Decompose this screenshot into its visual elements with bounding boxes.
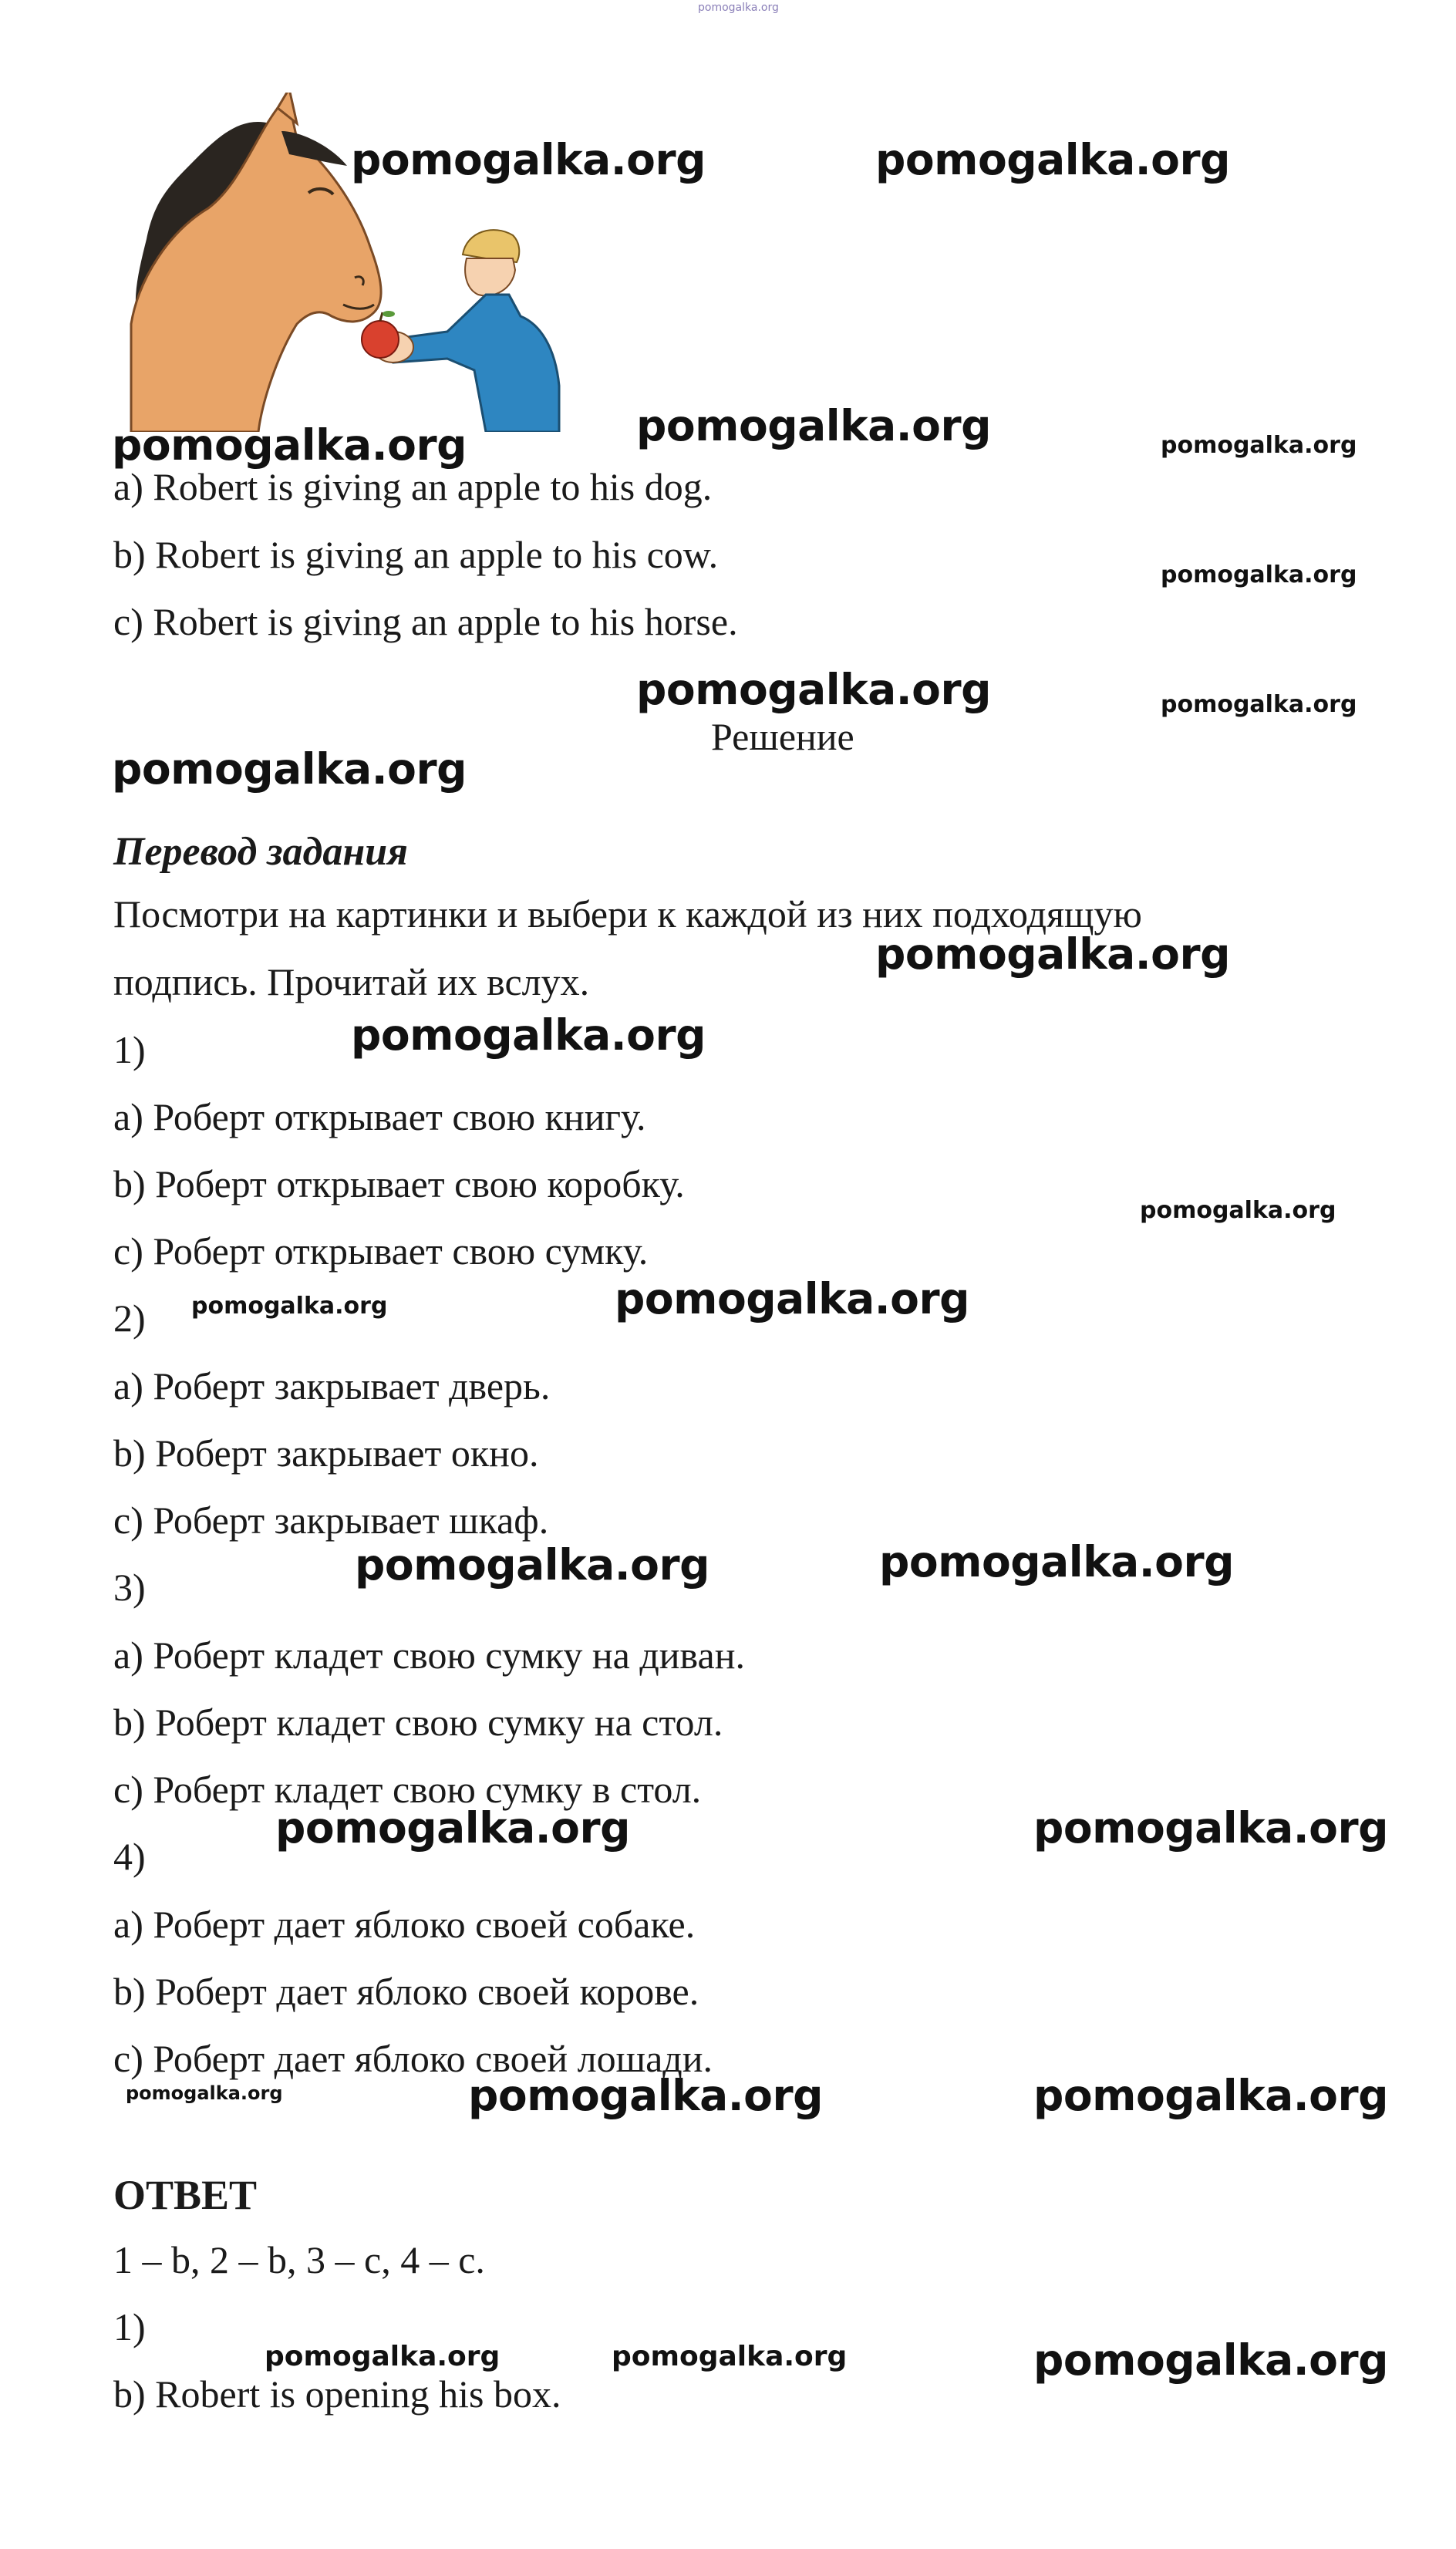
item-option: c) Роберт закрывает шкаф. bbox=[113, 1499, 549, 1542]
watermark: pomogalka.org bbox=[1161, 691, 1357, 718]
watermark: pomogalka.org bbox=[355, 1540, 709, 1590]
boy-figure bbox=[373, 230, 559, 432]
item-option: c) Роберт кладет свою сумку в стол. bbox=[113, 1768, 702, 1811]
watermark: pomogalka.org bbox=[636, 401, 991, 450]
watermark: pomogalka.org bbox=[1161, 432, 1357, 459]
answer-item-number: 1) bbox=[113, 2305, 146, 2348]
answer-item-text: b) Robert is opening his box. bbox=[113, 2372, 561, 2416]
watermark: pomogalka.org bbox=[112, 420, 467, 470]
watermark: pomogalka.org bbox=[612, 2341, 848, 2372]
item-option: c) Роберт дает яблоко своей лошади. bbox=[113, 2037, 713, 2080]
watermark: pomogalka.org bbox=[468, 2071, 823, 2120]
watermark: pomogalka.org bbox=[875, 929, 1230, 979]
translation-instruction: Посмотри на картинки и выбери к каждой из них подходящую bbox=[113, 892, 1142, 936]
watermark: pomogalka.org bbox=[1140, 1197, 1336, 1224]
item-option: c) Роберт открывает свою сумку. bbox=[113, 1229, 649, 1273]
watermark: pomogalka.org bbox=[191, 1293, 388, 1320]
item-option: b) Роберт кладет свою сумку на стол. bbox=[113, 1701, 723, 1744]
item-option: b) Роберт открывает свою коробку. bbox=[113, 1162, 685, 1205]
item-option: b) Роберт закрывает окно. bbox=[113, 1431, 539, 1475]
watermark: pomogalka.org bbox=[875, 135, 1230, 184]
watermark: pomogalka.org bbox=[615, 1274, 969, 1323]
item-option: a) Роберт закрывает дверь. bbox=[113, 1364, 551, 1408]
item-number: 2) bbox=[113, 1296, 146, 1340]
item-number: 3) bbox=[113, 1566, 146, 1609]
solution-label: Решение bbox=[711, 715, 854, 758]
answer-heading: ОТВЕТ bbox=[113, 2172, 258, 2218]
horse-head bbox=[131, 104, 381, 432]
item-number: 1) bbox=[113, 1028, 146, 1071]
watermark: pomogalka.org bbox=[636, 665, 991, 714]
item-option: a) Роберт дает яблоко своей собаке. bbox=[113, 1903, 696, 1946]
item-number: 4) bbox=[113, 1835, 146, 1878]
item-option: b) Роберт дает яблоко своей корове. bbox=[113, 1970, 699, 2013]
exercise-option: a) Robert is giving an apple to his dog. bbox=[113, 465, 713, 508]
header-site-link[interactable]: pomogalka.org bbox=[698, 2, 779, 14]
watermark: pomogalka.org bbox=[275, 1803, 630, 1853]
translation-instruction: подпись. Прочитай их вслух. bbox=[113, 960, 590, 1003]
watermark: pomogalka.org bbox=[879, 1537, 1234, 1586]
item-option: a) Роберт открывает свою книгу. bbox=[113, 1095, 646, 1138]
watermark: pomogalka.org bbox=[1033, 2071, 1388, 2120]
watermark: pomogalka.org bbox=[1033, 1803, 1388, 1853]
watermark: pomogalka.org bbox=[1033, 2335, 1388, 2385]
watermark: pomogalka.org bbox=[351, 1010, 706, 1060]
translation-heading: Перевод задания bbox=[113, 830, 408, 874]
watermark: pomogalka.org bbox=[112, 744, 467, 794]
watermark: pomogalka.org bbox=[265, 2341, 501, 2372]
answer-summary: 1 – b, 2 – b, 3 – c, 4 – c. bbox=[113, 2238, 485, 2281]
watermark: pomogalka.org bbox=[351, 135, 706, 184]
watermark: pomogalka.org bbox=[1161, 561, 1357, 588]
item-option: a) Роберт кладет свою сумку на диван. bbox=[113, 1634, 745, 1677]
apple bbox=[362, 321, 399, 358]
watermark: pomogalka.org bbox=[126, 2082, 283, 2104]
exercise-option: c) Robert is giving an apple to his horse. bbox=[113, 600, 738, 643]
exercise-option: b) Robert is giving an apple to his cow. bbox=[113, 533, 719, 576]
